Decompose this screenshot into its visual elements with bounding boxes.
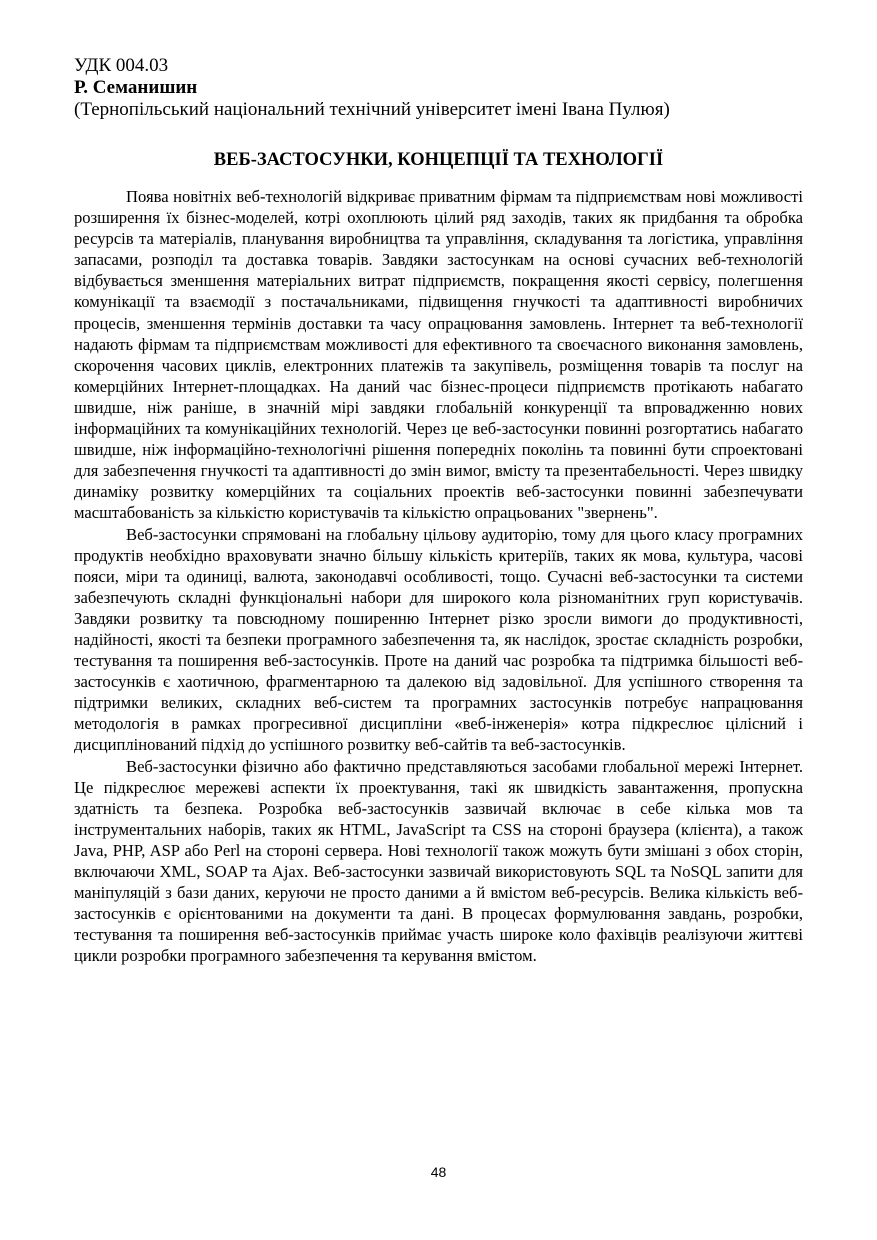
page-content bbox=[74, 55, 803, 966]
udc-code: УДК 004.03 bbox=[74, 55, 169, 76]
page-number: 48 bbox=[430, 1164, 447, 1180]
body-paragraph: Веб-застосунки фізично або фактично представляються засобами глобальної мережі Інтернет. Це підкреслює мережеві аспекти їх проектування, такі як швидкість завантаження, пропускна здатність та безпека. Розробка веб-застосунків зазвичай включає в себе кілька мов та інструментальних наборів, таких як HTML, JavaScript та CSS на стороні браузера (клієнта), а також Java, PHP, ASP або Perl на стороні сервера. Нові технології також можуть бути змішані з обох сторін, включаючи XML, SOAP та Ajax. Веб-застосунки зазвичай використовують SQL та NoSQL запити для маніпуляцій з бази даних, керуючи не просто даними а й вмістом веб-ресурсів. Велика кількість веб-застосунків є орієнтованими на документи та дані. В процесах формулювання завдань, розробки, тестування та поширення веб-застосунків приймає участь широке коло фахівців реалізуючи життєві цикли розробки програмного забезпечення та керування вмістом. bbox=[74, 756, 803, 966]
article-title: ВЕБ-ЗАСТОСУНКИ, КОНЦЕПЦІЇ ТА ТЕХНОЛОГІЇ bbox=[213, 150, 664, 170]
body-paragraph: Поява новітніх веб-технологій відкриває приватним фірмам та підприємствам нові можливості розширення їх бізнес-моделей, котрі охоплюють цілий ряд заходів, таких як придбання та обробка ресурсів та матеріалів, планування виробництва та управління, складування та логістика, управління запасами, розподіл та доставка товарів. Завдяки застосункам на основі сучасних веб-технологій відбувається зменшення матеріальних витрат підприємств, покращення якості сервісу, полегшення комунікації та взаємодії з постачальниками, підвищення гнучкості та адаптивності виробничих процесів, зменшення термінів доставки та часу опрацювання замовлень. Інтернет та веб-технології надають фірмам та підприємствам можливості для ефективного та своєчасного виконання замовлень, скорочення часових циклів, електронних платежів та закупівель, розміщення товарів та послуг на комерційних Інтернет-площадках. На даний час бізнес-процеси підприємств протікають набагато швидше, ніж раніше, в значній мірі завдяки глобальній конкуренції та впровадженню нових інформаційних та комунікаційних технологій. Через це веб-застосунки повинні розгортатись набагато швидше, ніж інформаційно-технологічні рішення попередніх поколінь та повинні бути спроектовані для забезпечення гнучкості та адаптивності до змін вимог, вмісту та презентабельності. Через швидку динаміку розвитку комерційних та соціальних проектів веб-застосунки повинні забезпечувати масштабованість за кількістю користувачів та кількістю опрацьованих "звернень". bbox=[74, 187, 803, 523]
author-name: Р. Семанишин bbox=[74, 77, 198, 98]
author-affiliation: (Тернопільський національний технічний університет імені Івана Пулюя) bbox=[74, 99, 670, 120]
body-paragraph: Веб-застосунки спрямовані на глобальну цільову аудиторію, тому для цього класу програмних продуктів необхідно враховувати значно більшу кількість критеріїв, таких як мова, культура, часові пояси, міри та одиниці, валюта, законодавчі особливості, тощо. Сучасні веб-застосунки та системи забезпечують складні функціональні набори для широкого кола різноманітних груп користувачів. Завдяки розвитку та повсюдному поширенню Інтернет різко зросли вимоги до продуктивності, надійності, якості та безпеки програмного забезпечення та, як наслідок, зростає складність розробки, тестування та поширення веб-застосунків. Проте на даний час розробка та підтримка більшості веб-застосунків є хаотичною, фрагментарною та далекою від задовільної. Для успішного створення та підтримки великих, складних веб-систем та програмних застосунків потребує напрацювання методологія в рамках прогресивної дисципліни «веб-інженерія» котра підкреслює цілісний і дисциплінований підхід до успішного розвитку веб-сайтів та веб-застосунків. bbox=[74, 524, 803, 755]
